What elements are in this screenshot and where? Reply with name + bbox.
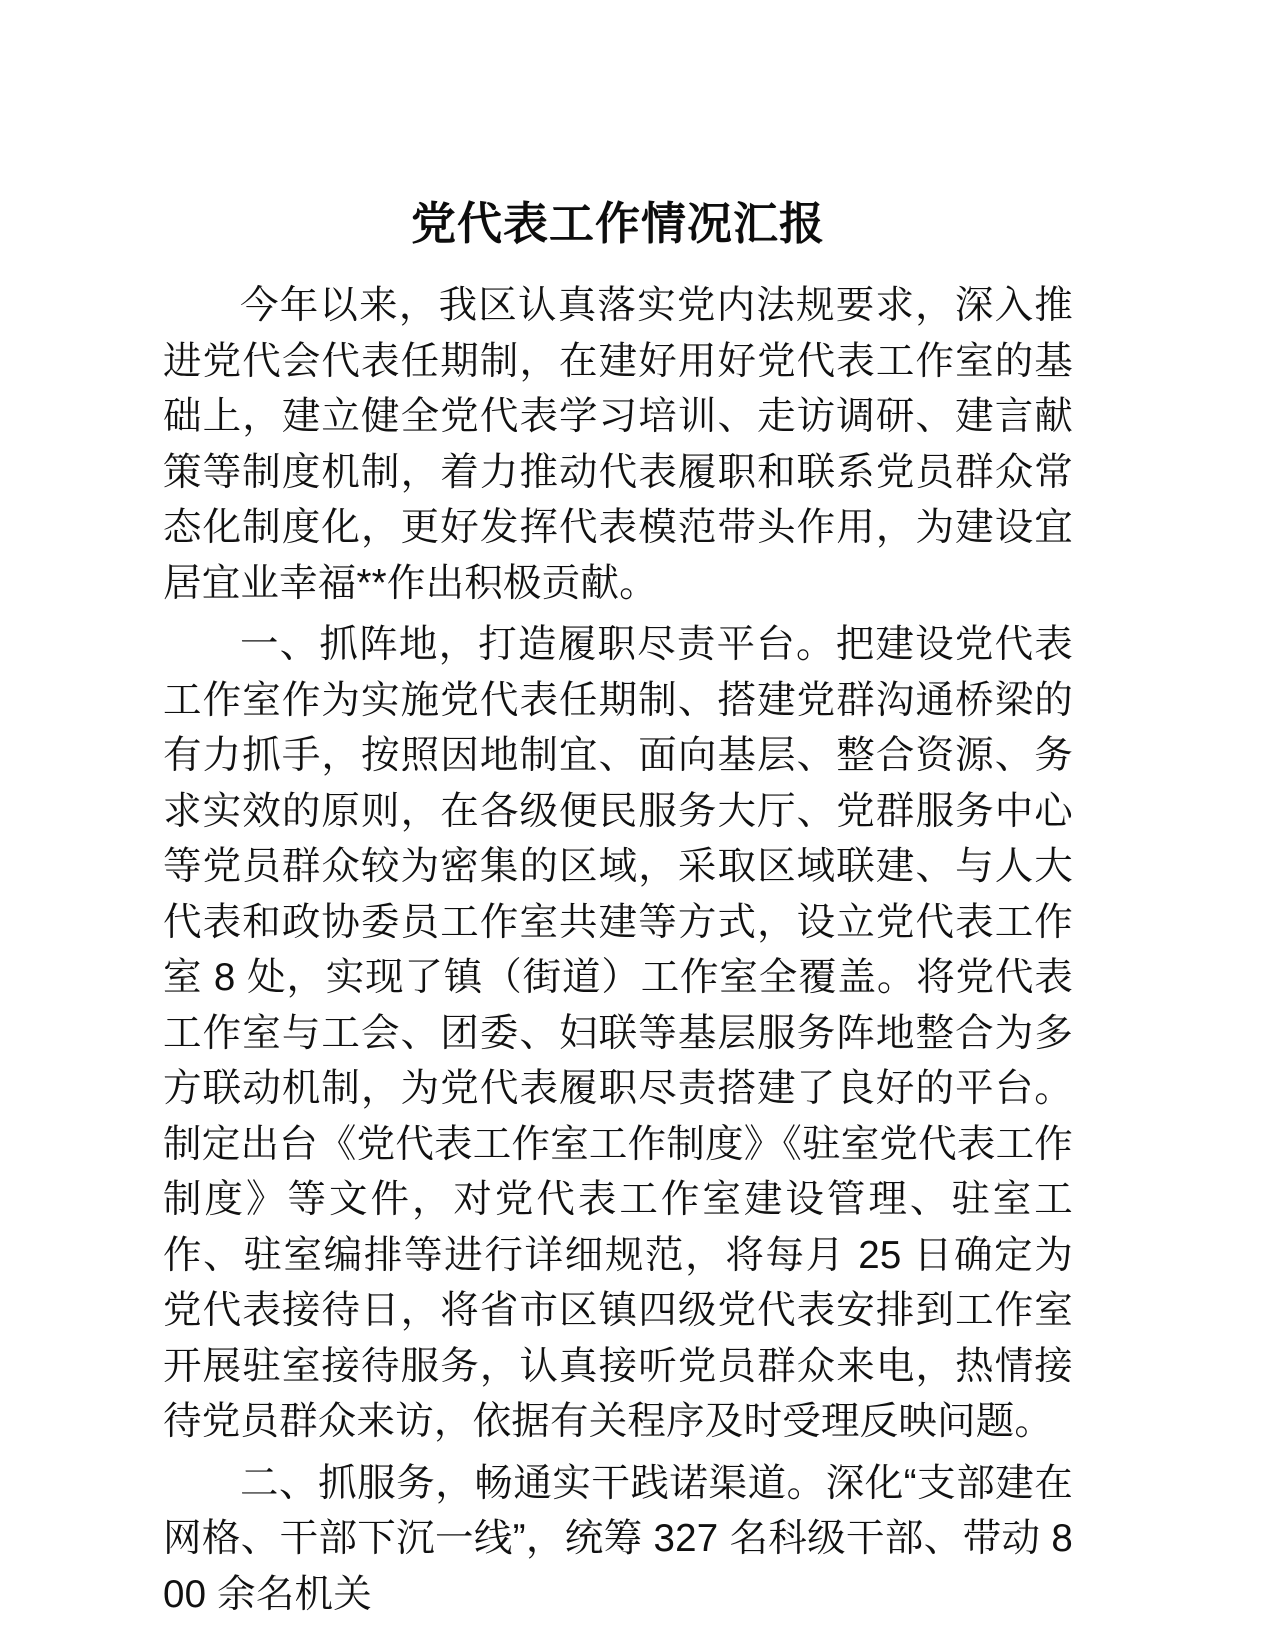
paragraph-section-two: 二、抓服务，畅通实干践诺渠道。深化“支部建在网格、干部下沉一线”，统筹 327 名科级干部、带动 800 余名机关 bbox=[163, 1461, 1073, 1616]
page-title: 党代表工作情况汇报 bbox=[410, 198, 825, 249]
paragraph-overview: 今年以来，我区认真落实党内法规要求，深入推进党代会代表任期制，在建好用好党代表工作室的基础上，建立健全党代表学习培训、走访调研、建言献策等制度机制，着力推动代表履职和联系党员群众常态化制度化，更好发挥代表模范带头作用，为建设宜居宜业幸福**作出积极贡献。 bbox=[163, 284, 1073, 605]
document-body bbox=[163, 278, 1073, 1622]
paragraph-section-one: 一、抓阵地，打造履职尽责平台。把建设党代表工作室作为实施党代表任期制、搭建党群沟通桥梁的有力抓手，按照因地制宜、面向基层、整合资源、务求实效的原则，在各级便民服务大厅、党群服务中心等党员群众较为密集的区域，采取区域联建、与人大代表和政协委员工作室共建等方式，设立党代表工作室 8 处，实现了镇（街道）工作室全覆盖。将党代表工作室与工会、团委、妇联等基层服务阵地整合为多方联动机制，为党代表履职尽责搭建了良好的平台。制定出台《党代表工作室工作制度》《驻室党代表工作制度》等文件，对党代表工作室建设管理、驻室工作、驻室编排等进行详细规范，将每月 25 日确定为党代表接待日，将省市区镇四级党代表安排到工作室开展驻室接待服务，认真接听党员群众来电，热情接待党员群众来访，依据有关程序及时受理反映问题。 bbox=[163, 623, 1073, 1444]
document-content-column bbox=[163, 0, 1073, 1622]
